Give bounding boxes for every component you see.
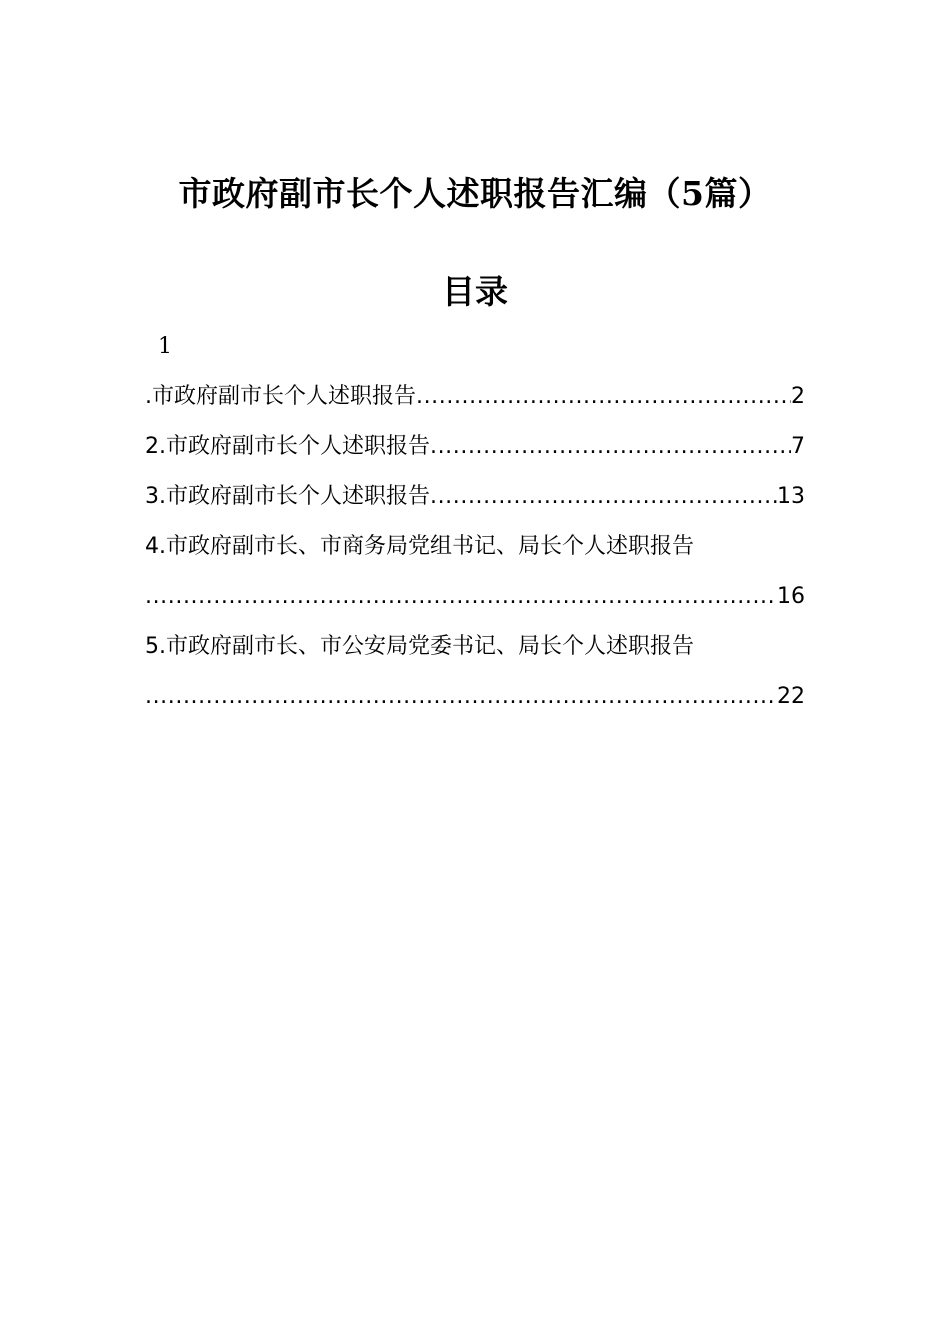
table-of-contents bbox=[145, 372, 805, 722]
toc-entry-page: 22 bbox=[777, 684, 805, 709]
toc-entry-3[interactable] bbox=[145, 472, 805, 522]
toc-entry-1[interactable] bbox=[145, 372, 805, 422]
stray-page-number: 1 bbox=[158, 334, 172, 359]
toc-entry-4-continuation[interactable] bbox=[145, 572, 805, 622]
toc-dot-leader bbox=[430, 422, 791, 472]
toc-entry-4[interactable] bbox=[145, 522, 805, 572]
toc-entry-page: 2 bbox=[791, 384, 805, 409]
toc-entry-5-continuation[interactable] bbox=[145, 672, 805, 722]
toc-entry-page: 16 bbox=[777, 584, 805, 609]
toc-entry-title: 5.市政府副市长、市公安局党委书记、局长个人述职报告 bbox=[145, 634, 694, 659]
toc-entry-5[interactable] bbox=[145, 622, 805, 672]
toc-dot-leader bbox=[145, 672, 777, 722]
toc-entry-title: .市政府副市长个人述职报告 bbox=[145, 384, 416, 409]
toc-entry-page: 7 bbox=[791, 434, 805, 459]
toc-entry-title: 4.市政府副市长、市商务局党组书记、局长个人述职报告 bbox=[145, 534, 694, 559]
toc-entry-page: 13 bbox=[777, 484, 805, 509]
toc-dot-leader bbox=[416, 372, 791, 422]
toc-entry-title: 3.市政府副市长个人述职报告 bbox=[145, 484, 430, 509]
toc-entry-title: 2.市政府副市长个人述职报告 bbox=[145, 434, 430, 459]
toc-dot-leader bbox=[430, 472, 777, 522]
toc-entry-2[interactable] bbox=[145, 422, 805, 472]
toc-heading: 目录 bbox=[442, 272, 508, 311]
toc-dot-leader bbox=[145, 572, 777, 622]
document-title: 市政府副市长个人述职报告汇编（5篇） bbox=[178, 174, 772, 213]
